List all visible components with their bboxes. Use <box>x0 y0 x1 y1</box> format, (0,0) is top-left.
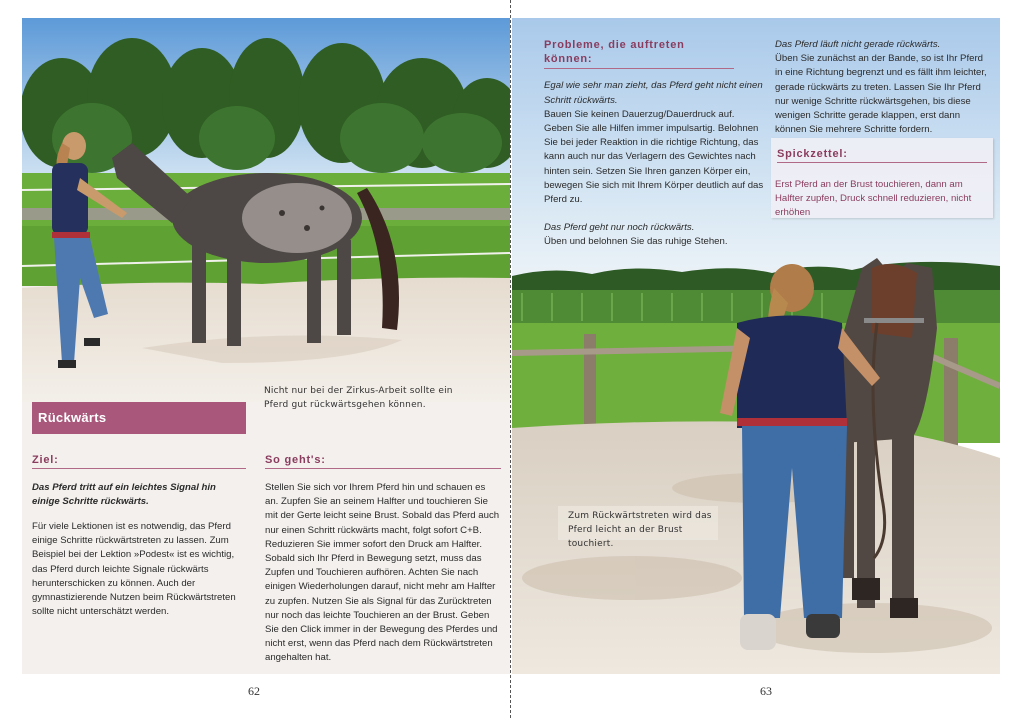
spickzettel-heading: Spickzettel: <box>777 148 987 163</box>
right-page <box>511 0 1020 718</box>
page-number: 63 <box>760 684 772 698</box>
problem-1-title: Egal wie sehr man zieht, das Pferd geht nicht einen Schritt rückwärts. <box>544 80 763 106</box>
right-page-content <box>512 18 1000 674</box>
problems-column-2 <box>775 38 993 151</box>
photo-caption: Nicht nur bei der Zirkus-Arbeit sollte ein Pferd gut rückwärtsgehen können. <box>264 386 453 410</box>
problem-3-title: Das Pferd läuft nicht gerade rückwärts. <box>775 39 941 50</box>
photo-caption-box <box>558 506 718 549</box>
problem-1-body: Bauen Sie keinen Dauerzug/Dauerdruck auf. Geben Sie alle Hilfen immer impulsartig. Belohnen Sie bei jeder Reaktion in die richtige Richtung, das kann auch nur das Verlagern des Gewichtes nach hinten sein. Setzen Sie Ihren ganzen Körper ein, bewegen Sie sich mit Ihrem Körper deutlich auf das Pferd zu. <box>544 108 764 206</box>
so-gehts-body: Stellen Sie sich vor Ihrem Pferd hin und schauen es an. Zupfen Sie an seinem Halfter und touchieren Sie mit der Gerte leicht seine Brust. Sobald das Pferd auch nur einen Schritt rückwärts macht, folgt sofort C+B. Reduzieren Sie immer sofort den Druck am Halfter. Sobald sich Ihr Pferd in Bewegung setzt, muss das Zupfen und Touchieren aufhören. Achten Sie nach einigen Wiederholungen darauf, nicht mehr am Halfter zu zupfen. Nutzen Sie als Signal für das Zurücktreten nur noch das leichte Touchieren an der Brust. Geben Sie den Click immer in der Bewegung des Pferdes und nicht erst, wenn das Pferd nach dem Rückwärtstreten angehalten hat. <box>265 482 500 664</box>
photo-caption: Zum Rückwärtstreten wird das Pferd leicht an der Brust touchiert. <box>568 511 712 549</box>
problems-heading: Probleme, die auftreten können: <box>544 38 734 69</box>
section-title: Rückwärts <box>32 402 246 434</box>
problem-3-body: Üben Sie zunächst an der Bande, so ist Ihr Pferd in eine Richtung begrenzt und es fällt ihm leichter, gerade rückwärts zu treten. Lassen Sie Ihr Pferd nur wenige Schritte rückwärtsgehen, bis diese wenigen Schritte gerade klappen, erst dann können Sie mehrere Schritte fordern. <box>775 53 987 136</box>
ziel-body: Für viele Lektionen ist es notwendig, das Pferd einige Schritte rückwärtstreten zu lassen. Zum Beispiel bei der Lektion »Podest« ist es wichtig, das Pferd durch leichte Signale rückwärts herunterschicken zu können. Auch der gymnastizierende Nutzen beim Rückwärtstreten sollte nicht unterschätzt werden. <box>32 521 236 618</box>
spickzettel-text: Erst Pferd an der Brust touchieren, dann am Halfter zupfen, Druck schnell reduzieren, nicht erhöhen <box>775 179 972 218</box>
so-gehts-heading: So geht's: <box>265 454 501 469</box>
problems-column <box>544 38 764 264</box>
spickzettel-note <box>771 138 993 218</box>
photo-illustration <box>22 18 510 402</box>
horse-training-photo <box>22 18 510 402</box>
ziel-heading: Ziel: <box>32 454 246 469</box>
page-number: 62 <box>248 684 260 698</box>
problem-2-body: Üben und belohnen Sie das ruhige Stehen. <box>544 236 728 248</box>
left-page-content <box>22 18 510 674</box>
ziel-lead: Das Pferd tritt auf ein leichtes Signal hin einige Schritte rückwärts. <box>32 482 216 508</box>
problem-2-title: Das Pferd geht nur noch rückwärts. <box>544 222 695 234</box>
